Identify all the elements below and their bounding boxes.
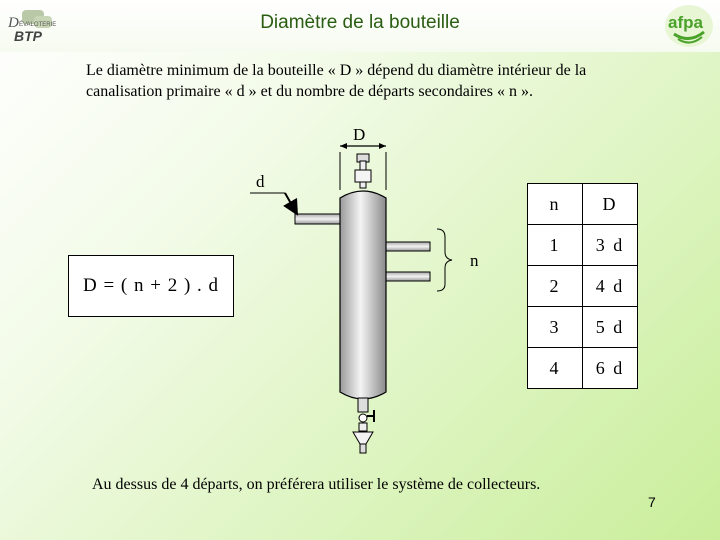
bottle-body xyxy=(340,191,386,399)
dimension-d-arrow xyxy=(250,193,297,214)
table-cell: 4 xyxy=(528,348,583,389)
footer-note: Au dessus de 4 départs, on préférera utiliser le système de collecteurs. xyxy=(92,476,541,493)
n-to-D-table xyxy=(527,183,638,389)
label-d: d xyxy=(256,172,265,191)
brace-n xyxy=(437,229,452,291)
primary-inlet-pipe xyxy=(295,214,342,224)
label-D: D xyxy=(353,125,366,144)
page-title: Diamètre de la bouteille xyxy=(260,12,460,33)
svg-text:ÉVALOTERIE: ÉVALOTERIE xyxy=(19,22,57,28)
secondary-pipe-2 xyxy=(384,272,430,281)
table-row xyxy=(528,225,638,266)
label-n: n xyxy=(470,251,479,270)
table-row xyxy=(528,307,638,348)
svg-text:D: D xyxy=(8,15,19,31)
table-row xyxy=(528,266,638,307)
table-row xyxy=(528,348,638,389)
table-cell: 6 d xyxy=(583,348,638,389)
svg-text:afpa: afpa xyxy=(668,13,703,32)
table-cell: 3 d xyxy=(583,225,638,266)
air-vent-icon xyxy=(355,154,371,188)
formula-box xyxy=(68,255,234,317)
table-cell: 3 xyxy=(528,307,583,348)
page-number: 7 xyxy=(648,494,656,510)
table-header-D: D xyxy=(583,184,638,225)
table-cell: 4 d xyxy=(583,266,638,307)
table-cell: 2 xyxy=(528,266,583,307)
formula-text: D = ( n + 2 ) . d xyxy=(82,275,220,296)
intro-text: Le diamètre minimum de la bouteille « D » dépend du diamètre intérieur de la canalisation primaire « d » et du nombre de départs secondaires « n ». xyxy=(86,62,587,100)
table-cell: 5 d xyxy=(583,307,638,348)
secondary-pipe-1 xyxy=(384,242,430,251)
table-header-row xyxy=(528,184,638,225)
table-cell: 1 xyxy=(528,225,583,266)
svg-text:BTP: BTP xyxy=(14,28,42,44)
drain-valve-icon xyxy=(353,398,374,453)
table-header-n: n xyxy=(528,184,583,225)
